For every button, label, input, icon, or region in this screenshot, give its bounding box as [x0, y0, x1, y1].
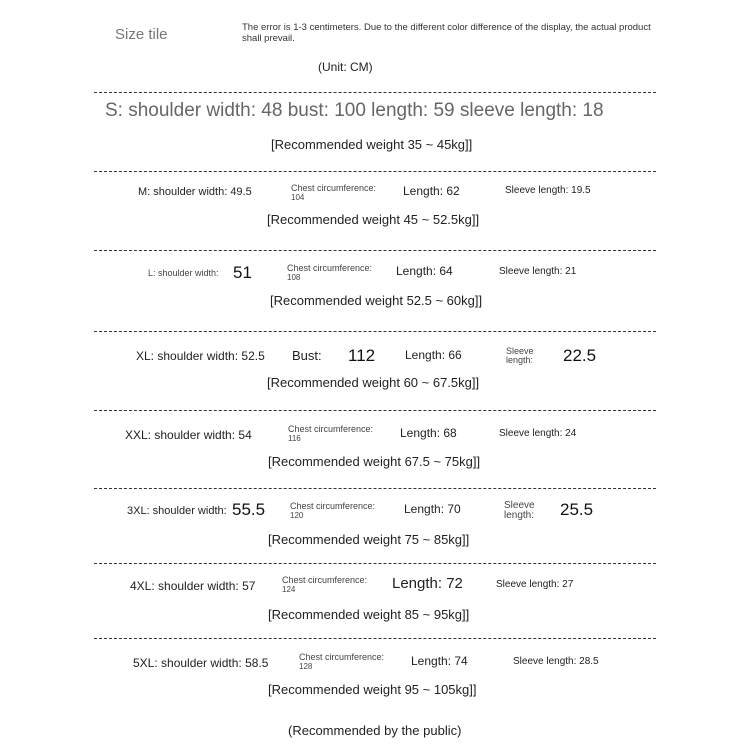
divider [94, 331, 656, 332]
size-3xl-chest [290, 502, 375, 520]
size-4xl-recommended-weight: [Recommended weight 85 ~ 95kg]] [268, 607, 470, 622]
size-4xl-chest [282, 576, 367, 594]
size-m-recommended-weight: [Recommended weight 45 ~ 52.5kg]] [267, 212, 480, 227]
size-xxl-shoulder: XXL: shoulder width: 54 [125, 428, 252, 442]
size-m-length: Length: 62 [403, 184, 460, 198]
chest-label: Chest circumference: [299, 652, 385, 662]
size-5xl-shoulder: 5XL: shoulder width: 58.5 [133, 656, 269, 670]
size-5xl-chest [299, 653, 384, 671]
size-l-sleeve: Sleeve length: 21 [499, 266, 577, 277]
divider [94, 250, 656, 251]
divider [94, 638, 656, 639]
divider [94, 92, 656, 93]
size-5xl-sleeve: Sleeve length: 28.5 [513, 656, 599, 667]
size-xl-sleeve-value: 22.5 [563, 346, 597, 365]
size-5xl-length: Length: 74 [411, 654, 468, 668]
size-m-sleeve: Sleeve length: 19.5 [505, 185, 591, 196]
size-3xl-sleeve-label: Sleeve length: [504, 500, 535, 521]
size-l-length: Length: 64 [396, 264, 453, 278]
chest-label: Chest circumference: [287, 263, 373, 273]
divider [94, 171, 656, 172]
size-3xl-recommended-weight: [Recommended weight 75 ~ 85kg]] [268, 532, 470, 547]
chest-label: Chest circumference: [288, 424, 374, 434]
size-xxl-sleeve: Sleeve length: 24 [499, 428, 577, 439]
unit-label: (Unit: CM) [318, 60, 373, 74]
page-title: Size tile [115, 26, 168, 43]
divider [94, 410, 656, 411]
size-xl-shoulder: XL: shoulder width: 52.5 [136, 349, 265, 363]
chest-value: 104 [291, 193, 305, 202]
size-s-line: S: shoulder width: 48 bust: 100 length: 59 sleeve length: 18 [105, 100, 604, 121]
size-xl-sleeve-label: Sleeve length: [506, 346, 534, 365]
chest-value: 116 [288, 434, 301, 443]
size-3xl-length: Length: 70 [404, 502, 461, 516]
size-s-recommended-weight: [Recommended weight 35 ~ 45kg]] [271, 137, 473, 152]
size-xl-length: Length: 66 [405, 348, 462, 362]
size-4xl-shoulder: 4XL: shoulder width: 57 [130, 579, 256, 593]
footer-note: (Recommended by the public) [288, 723, 462, 738]
size-4xl-sleeve: Sleeve length: 27 [496, 579, 574, 590]
size-xxl-chest [288, 425, 373, 443]
size-3xl-shoulder-value: 55.5 [232, 500, 266, 519]
size-xxl-length: Length: 68 [400, 426, 457, 440]
size-l-chest [287, 264, 372, 282]
size-l-shoulder-label: L: shoulder width: [148, 268, 219, 278]
divider [94, 563, 656, 564]
size-xxl-recommended-weight: [Recommended weight 67.5 ~ 75kg]] [268, 454, 481, 469]
disclaimer-note: The error is 1-3 centimeters. Due to the different color difference of the display, the actual product shall prevail. [242, 22, 651, 44]
size-4xl-length: Length: 72 [392, 575, 463, 592]
chest-label: Chest circumference: [290, 501, 376, 511]
size-xl-bust-label: Bust: [292, 348, 322, 363]
size-5xl-recommended-weight: [Recommended weight 95 ~ 105kg]] [268, 682, 477, 697]
size-m-shoulder: M: shoulder width: 49.5 [138, 186, 252, 198]
divider [94, 488, 656, 489]
chest-label: Chest circumference: [291, 183, 377, 193]
chest-value: 124 [282, 585, 296, 594]
size-m-chest [291, 184, 376, 202]
size-3xl-sleeve-value: 25.5 [560, 500, 594, 519]
chest-label: Chest circumference: [282, 575, 368, 585]
size-l-shoulder-value: 51 [233, 263, 252, 282]
size-l-recommended-weight: [Recommended weight 52.5 ~ 60kg]] [270, 293, 483, 308]
size-xl-bust-value: 112 [348, 346, 376, 365]
size-xl-recommended-weight: [Recommended weight 60 ~ 67.5kg]] [267, 375, 480, 390]
chest-value: 128 [299, 662, 313, 671]
size-3xl-shoulder-label: 3XL: shoulder width: [127, 505, 227, 517]
chest-value: 120 [290, 511, 304, 520]
chest-value: 108 [287, 273, 301, 282]
